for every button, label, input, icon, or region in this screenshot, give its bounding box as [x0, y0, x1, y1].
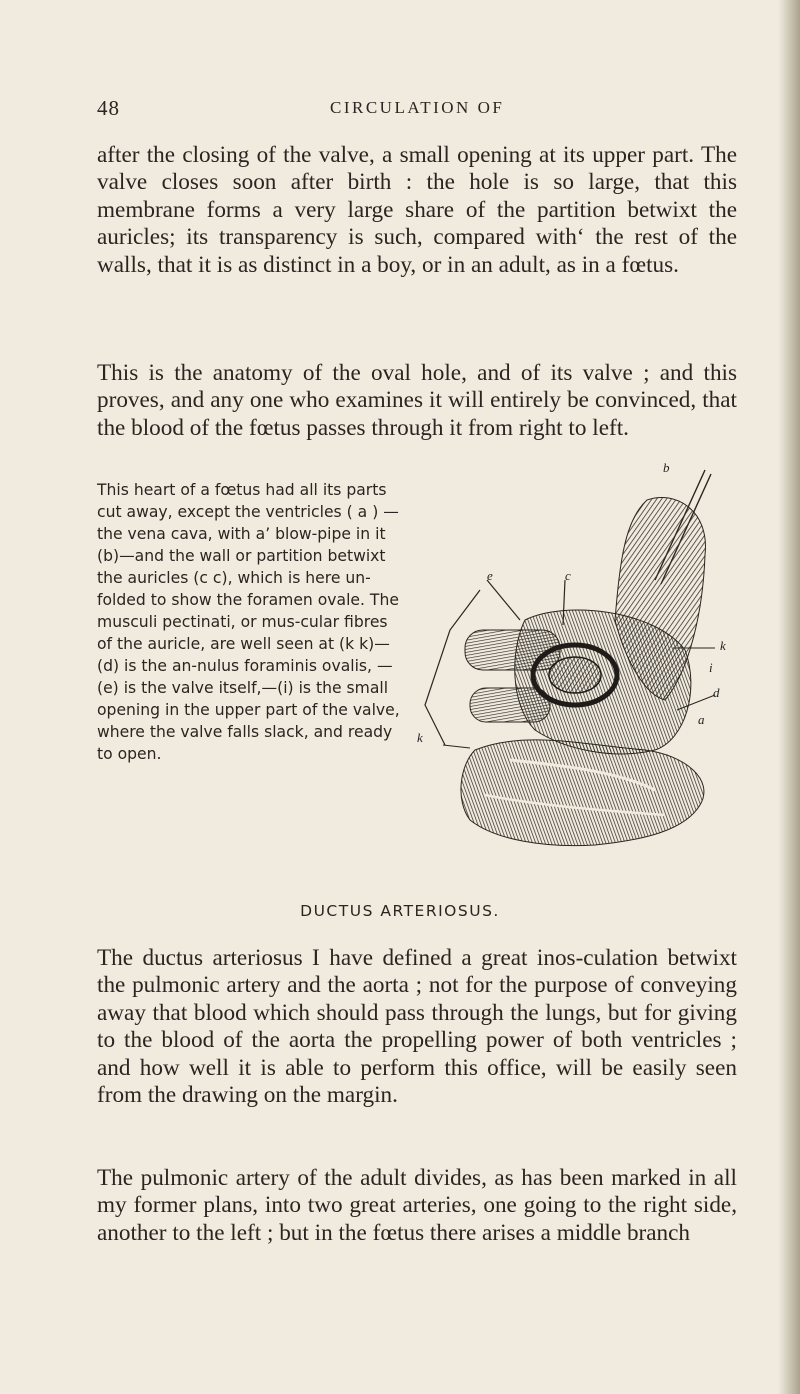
section-heading: DUCTUS ARTERIOSUS. — [300, 902, 500, 920]
page-edge-shadow — [778, 0, 800, 1394]
running-title: CIRCULATION OF — [330, 98, 505, 117]
figure-label-a: a — [698, 712, 705, 727]
figure-label-e: e — [487, 568, 493, 583]
figure-label-c: c — [565, 568, 571, 583]
figure-caption: This heart of a fœtus had all its parts cut away, except the ventricles ( a ) — the vena cava, with a’ blow-pipe in it (b)—and the wall or partition betwixt the auricles (c c), which is here un-folded to show the foramen ovale. The musculi pectinati, or mus-cular fibres of the auricle, are well seen at (k k)—(d) is the an-nulus foraminis ovalis, — (e) is the valve itself,—(i) is the small opening in the upper part of the valve, where the valve falls slack, and ready to open. — [97, 481, 400, 763]
figure-label-i: i — [709, 660, 713, 675]
paragraph-1: after the closing of the valve, a small opening at its upper part. The valve closes soon after birth : the hole is so large, that this membrane forms a very large share of the partition betwixt the auricles; its transparency is such, compared with‘ the rest of the walls, that it is as distinct in a boy, or in an adult, as in a fœtus. — [97, 142, 737, 278]
paragraph-2: This is the anatomy of the oval hole, and of its valve ; and this proves, and any one who examines it will entirely be convinced, that the blood of the fœtus passes through it from right to left. — [97, 360, 737, 441]
paragraph-3: The ductus arteriosus I have defined a great inos-culation betwixt the pulmonic artery and the aorta ; not for the purpose of conveying away that blood which should pass through the lungs, but for giving to the blood of the aorta the propelling power of both ventricles ; and how well it is able to perform this office, will be easily seen from the drawing on the margin. — [97, 945, 737, 1109]
running-head — [0, 96, 800, 126]
figure-label-k-right: k — [720, 638, 726, 653]
figure-label-d: d — [713, 685, 720, 700]
page-number: 48 — [97, 96, 120, 120]
figure-label-k-left: k — [417, 730, 423, 745]
heart-figure — [415, 460, 745, 860]
paragraph-4: The pulmonic artery of the adult divides, as has been marked in all my former plans, into two great arteries, one going to the right side, another to the left ; but in the fœtus there arises a middle branch — [97, 1165, 737, 1246]
foetal-heart-engraving — [415, 460, 745, 860]
figure-label-b: b — [663, 460, 670, 475]
